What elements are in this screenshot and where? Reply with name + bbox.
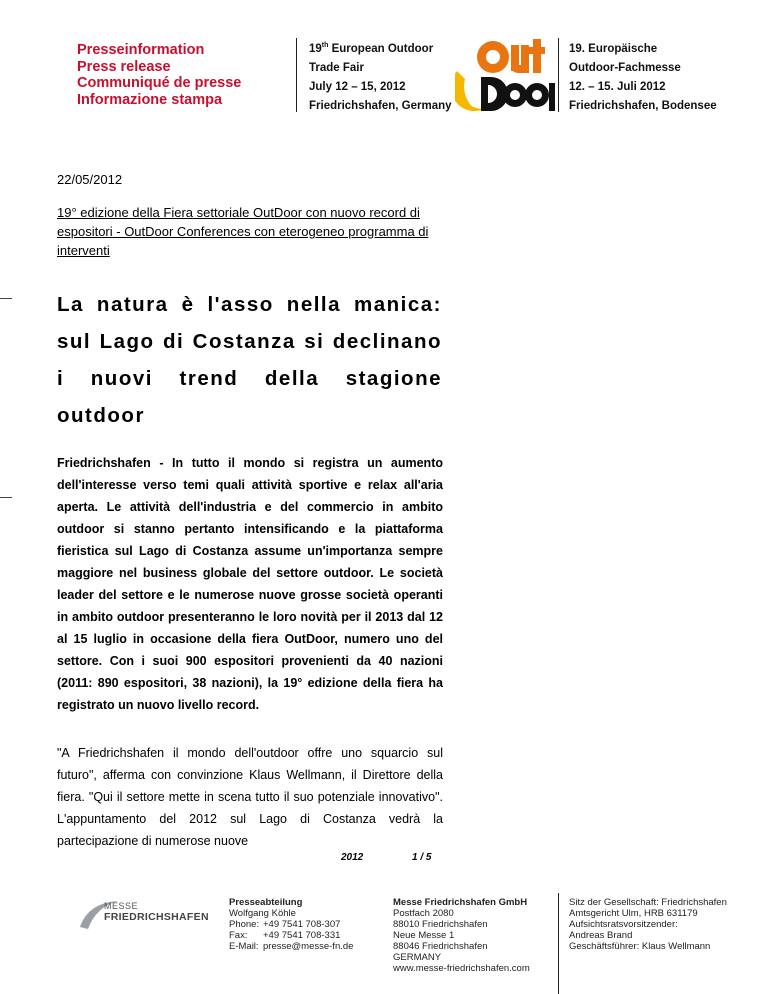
header-divider-2 <box>558 38 559 112</box>
outdoor-logo <box>455 35 555 115</box>
company-line: Neue Messe 1 <box>393 930 455 941</box>
press-labels <box>77 42 241 108</box>
company-title: Messe Friedrichshafen GmbH <box>393 897 528 908</box>
fair-en-line1: 19th European Outdoor <box>309 42 434 55</box>
legal-line: Geschäftsführer: Klaus Wellmann <box>569 941 711 952</box>
press-dept-contact: Wolfgang Köhle <box>229 908 296 919</box>
fair-en-line4: Friedrichshafen, Germany <box>309 100 452 112</box>
legal-line: Aufsichtsratsvorsitzender: <box>569 919 678 930</box>
legal-info <box>569 897 727 952</box>
fair-info-de <box>569 40 717 116</box>
messe-friedrichshafen-logo <box>78 897 216 937</box>
fair-de-line2: Outdoor-Fachmesse <box>569 62 681 74</box>
fair-info-en <box>309 40 452 116</box>
fair-en-line2: Trade Fair <box>309 62 364 74</box>
fold-mark <box>0 497 12 498</box>
company-line: 88010 Friedrichshafen <box>393 919 488 930</box>
body-paragraph: "A Friedrichshafen il mondo dell'outdoor offre uno squarcio sul futuro", afferma con convinzione Klaus Wellmann, il Direttore della fiera. "Qui il settore mette in scena tutto il suo potenziale innovativo". L'appuntamento del 2012 sul Lago di Costanza vedrà la partecipazione di numerose nuove <box>57 746 443 848</box>
legal-line: Sitz der Gesellschaft: Friedrichshafen <box>569 897 727 908</box>
press-dept-email: E-Mail: presse@messe-fn.de <box>229 941 354 952</box>
fair-de-line4: Friedrichshafen, Bodensee <box>569 100 717 112</box>
messe-logo-line2: FRIEDRICHSHAFEN <box>104 911 209 923</box>
legal-line: Andreas Brand <box>569 930 633 941</box>
fair-de-line3: 12. – 15. Juli 2012 <box>569 81 666 93</box>
messe-logo-line1: MESSE <box>104 901 139 911</box>
legal-line: Amtsgericht Ulm, HRB 631179 <box>569 908 698 919</box>
lead-paragraph: Friedrichshafen - In tutto il mondo si registra un aumento dell'interesse verso temi quali attività sportive e relax all'aria aperta. Le attività dell'industria e del commercio in ambito outdoor si stanno pertanto intensificando e la piattaforma fieristica sul Lago di Costanza assume un'importanza sempre maggiore nel business globale del settore outdoor. Le società leader del settore e le numerose nuove grosse società operanti in ambito outdoor presenteranno le loro novità per il 2013 dal 12 al 15 luglio in occasione della fiera OutDoor, numero uno del settore. Con i suoi 900 espositori provenienti da 40 nazioni (2011: 890 espositori, 38 nazioni), la 19° edizione della fiera ha registrato un nuovo livello record. <box>57 456 443 712</box>
subtitle-text: 19° edizione della Fiera settoriale OutDoor con nuovo record di espositori - OutDoor Conferences con eterogeneo programma di interventi <box>57 205 429 258</box>
company-website: www.messe-friedrichshafen.com <box>393 963 530 974</box>
company-line: 88046 Friedrichshafen <box>393 941 488 952</box>
company-address <box>393 897 530 974</box>
page-number: 1 / 5 <box>412 852 432 863</box>
fair-de-line1: 19. Europäische <box>569 43 658 55</box>
press-dept-fax: Fax: +49 7541 708-331 <box>229 930 341 941</box>
footer-divider <box>558 893 559 994</box>
press-label-fr: Communiqué de presse <box>77 75 242 91</box>
company-line: GERMANY <box>393 952 442 963</box>
press-label-en: Press release <box>77 58 171 75</box>
press-dept-phone: Phone: +49 7541 708-307 <box>229 919 341 930</box>
fair-en-line3: July 12 – 15, 2012 <box>309 81 406 93</box>
press-subtitle <box>57 203 442 260</box>
press-headline: La natura è l'asso nella manica: sul Lago di Costanza si declinano i nuovi trend della stagione outdoor <box>57 293 442 427</box>
press-label-de: Presseinformation <box>77 42 205 58</box>
fold-mark <box>0 298 12 299</box>
press-dept-title: Presseabteilung <box>229 897 303 908</box>
page-year: 2012 <box>341 852 364 863</box>
press-label-it: Informazione stampa <box>77 91 223 108</box>
press-department <box>229 897 353 952</box>
company-line: Postfach 2080 <box>393 908 454 919</box>
header-divider-1 <box>296 38 297 112</box>
press-date: 22/05/2012 <box>57 172 123 187</box>
